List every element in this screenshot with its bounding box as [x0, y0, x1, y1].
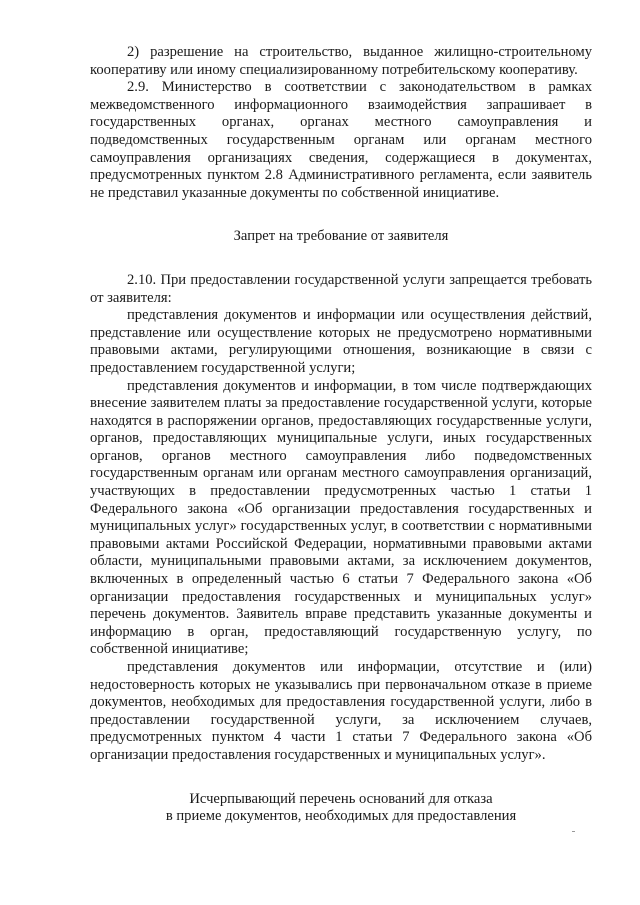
- scan-mark: [572, 831, 575, 832]
- paragraph: 2.10. При предоставлении государственной услуги запрещается требовать от заявителя:: [90, 271, 592, 306]
- paragraph: представления документов и информации или осуществления действий, представление или осуществление которых не предусмотрено нормативными правовыми актами, регулирующими отношения, возникающие в связи с предоставлением государственной услуги;: [90, 307, 592, 376]
- document-page: [90, 44, 592, 826]
- paragraph: представления документов и информации, в том числе подтверждающих внесение заявителем платы за предоставление государственной услуги, которые находятся в распоряжении органов, предоставляющих государственные услуги, органов, предоставляющих муниципальные услуги, иных государственных органов, органов местного самоуправления либо подведомственных государственным органам или органам местного самоуправления организаций, участвующих в предоставлении предусмотренных частью 1 статьи 1 Федерального закона «Об организации предоставления государственных и муниципальных услуг» государственных услуг, в соответствии с нормативными правовыми актами Российской Федерации, нормативными правовыми актами области, муниципальными правовыми актами, за исключением документов, включенных в определенный частью 6 статьи 7 Федерального закона «Об организации предоставления государственных и муниципальных услуг» перечень документов. Заявитель вправе представить указанные документы и информацию в орган, предоставляющий государственную услугу, по собственной инициативе;: [90, 377, 592, 658]
- paragraph: 2) разрешение на строительство, выданное жилищно-строительному кооперативу или иному специализированному потребительскому кооперативу.: [90, 44, 592, 78]
- paragraph: 2.9. Министерство в соответствии с законодательством в рамках межведомственного информационного взаимодействия запрашивает в государственных органах, органах местного самоуправления и подведомственных государственным органам или органам местного самоуправления организациях сведения, содержащиеся в документах, предусмотренных пунктом 2.8 Административного регламента, если заявитель не представил указанные документы по собственной инициативе.: [90, 79, 592, 201]
- paragraph: представления документов или информации, отсутствие и (или) недостоверность которых не указывались при первоначальном отказе в приеме документов, необходимых для предоставления государственной услуги, либо в предоставлении государственной услуги, за исключением случаев, предусмотренных пунктом 4 части 1 статьи 7 Федерального закона «Об организации предоставления государственных и муниципальных услуг».: [90, 659, 592, 763]
- section-heading: [90, 791, 592, 826]
- section-heading-line: Исчерпывающий перечень оснований для отказа: [189, 790, 493, 807]
- section-heading-line: в приеме документов, необходимых для предоставления: [165, 808, 517, 825]
- section-heading: Запрет на требование от заявителя: [233, 228, 449, 245]
